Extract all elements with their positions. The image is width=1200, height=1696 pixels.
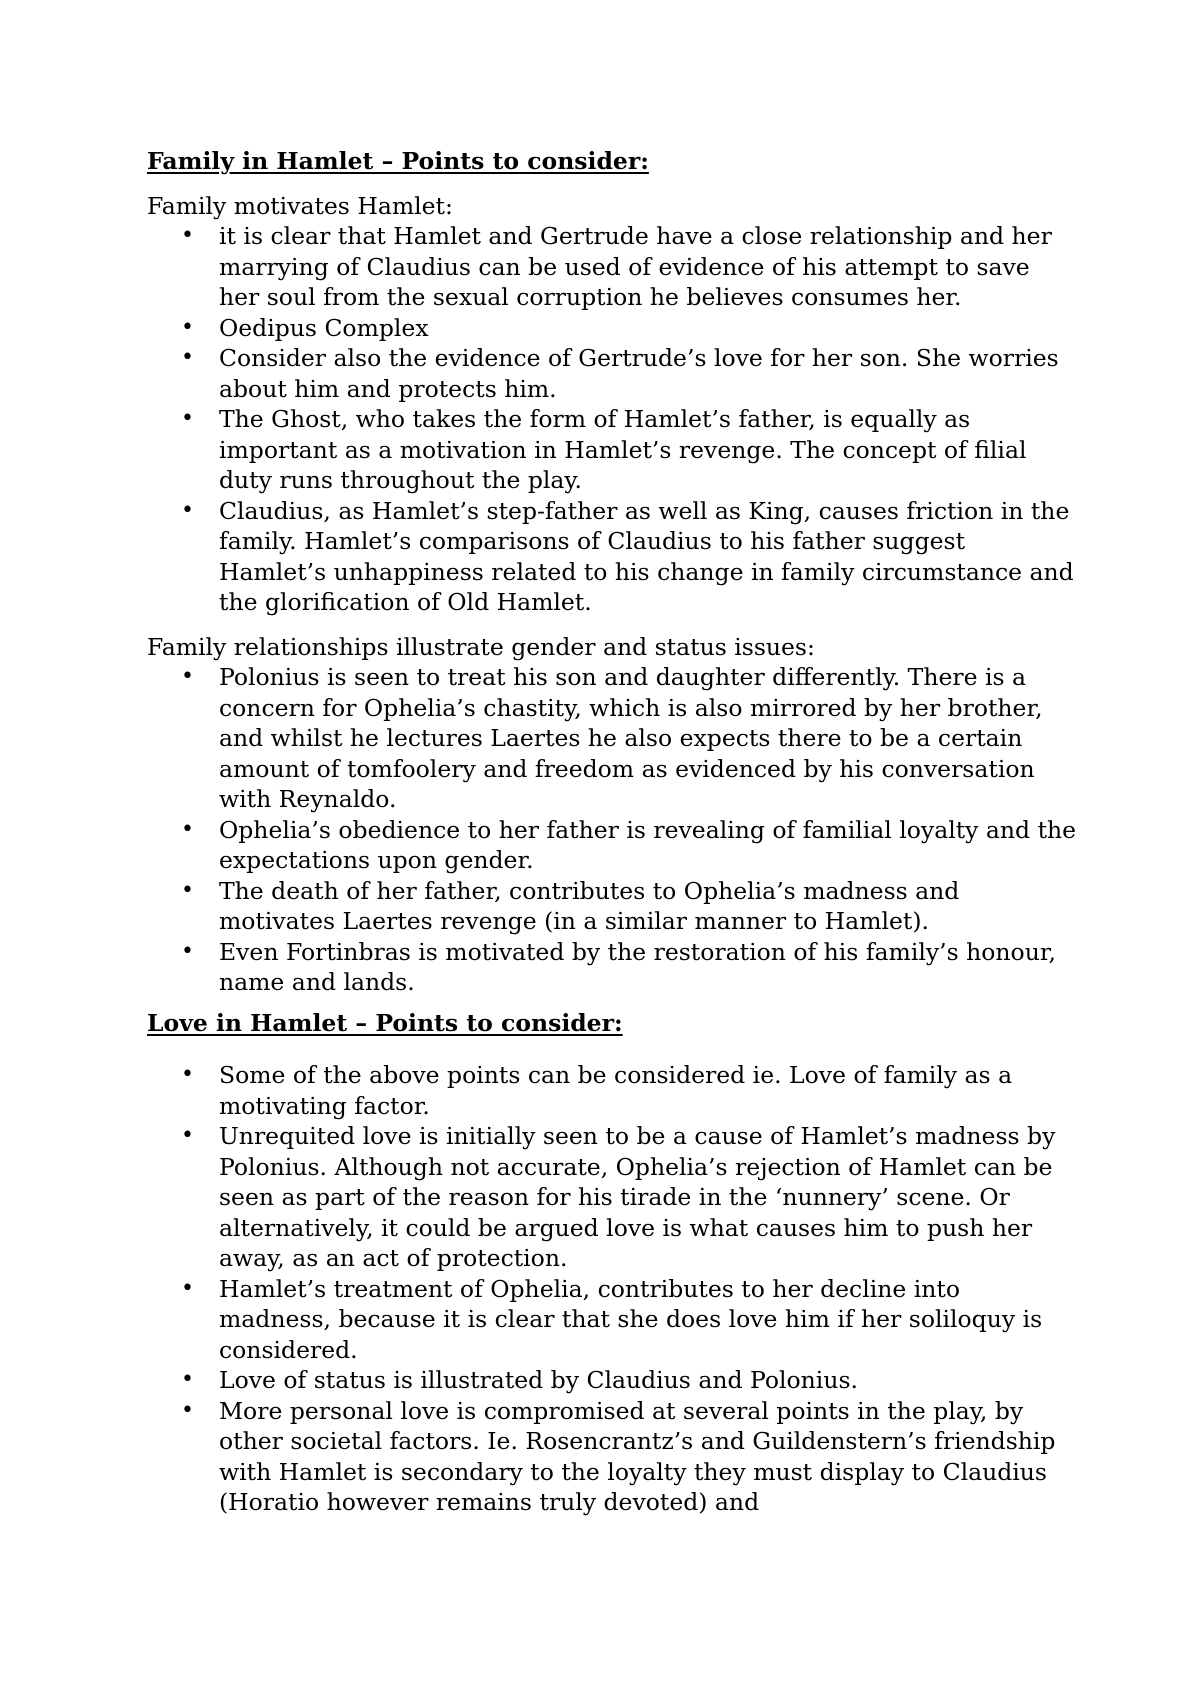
spacer [147, 618, 1077, 632]
list-item: • it is clear that Hamlet and Gertrude have a close relationship and her marrying of Claudius can be used of evidence of his attempt to save her soul from the sexual corruption he believes consumes her. [219, 221, 1077, 313]
list-item: • Polonius is seen to treat his son and daughter differently. There is a concern for Ophelia’s chastity, which is also mirrored by her brother, and whilst he lectures Laertes he also expects there to be a certain amount of tomfoolery and freedom as evidenced by his conversation with Reynaldo. [219, 662, 1077, 815]
list-item: • Oedipus Complex [219, 313, 1077, 344]
family-relationships-list [147, 662, 1077, 998]
list-item: • Love of status is illustrated by Claudius and Polonius. [219, 1365, 1077, 1396]
document-page [147, 146, 1077, 1518]
list-item: • Unrequited love is initially seen to be a cause of Hamlet’s madness by Polonius. Although not accurate, Ophelia’s rejection of Hamlet can be seen as part of the reason for his tirade in the ‘nunnery’ scene. Or alternatively, it could be argued love is what causes him to push her away, as an act of protection. [219, 1121, 1077, 1274]
love-points-list [147, 1060, 1077, 1518]
love-section-heading: Love in Hamlet – Points to consider: [147, 1008, 623, 1037]
list-item: • Even Fortinbras is motivated by the restoration of his family’s honour, name and lands. [219, 937, 1077, 998]
list-item: • Ophelia’s obedience to her father is revealing of familial loyalty and the expectations upon gender. [219, 815, 1077, 876]
list-item: • Claudius, as Hamlet’s step-father as well as King, causes friction in the family. Hamlet’s comparisons of Claudius to his father suggest Hamlet’s unhappiness related to his change in family circumstance and the glorification of Old Hamlet. [219, 496, 1077, 618]
list-item: • Some of the above points can be considered ie. Love of family as a motivating factor. [219, 1060, 1077, 1121]
list-item: • More personal love is compromised at several points in the play, by other societal factors. Ie. Rosencrantz’s and Guildenstern’s friendship with Hamlet is secondary to the loyalty they must display to Claudius (Horatio however remains truly devoted) and [219, 1396, 1077, 1518]
list-item: • Consider also the evidence of Gertrude’s love for her son. She worries about him and protects him. [219, 343, 1077, 404]
list-item: • The death of her father, contributes to Ophelia’s madness and motivates Laertes revenge (in a similar manner to Hamlet). [219, 876, 1077, 937]
family-relationships-intro: Family relationships illustrate gender and status issues: [147, 632, 815, 661]
list-item: • Hamlet’s treatment of Ophelia, contributes to her decline into madness, because it is clear that she does love him if her soliloquy is considered. [219, 1274, 1077, 1366]
family-motivates-list [147, 221, 1077, 618]
family-section-heading: Family in Hamlet – Points to consider: [147, 147, 649, 175]
list-item: • The Ghost, who takes the form of Hamlet’s father, is equally as important as a motivation in Hamlet’s revenge. The concept of filial duty runs throughout the play. [219, 404, 1077, 496]
family-motivates-intro: Family motivates Hamlet: [147, 191, 453, 220]
